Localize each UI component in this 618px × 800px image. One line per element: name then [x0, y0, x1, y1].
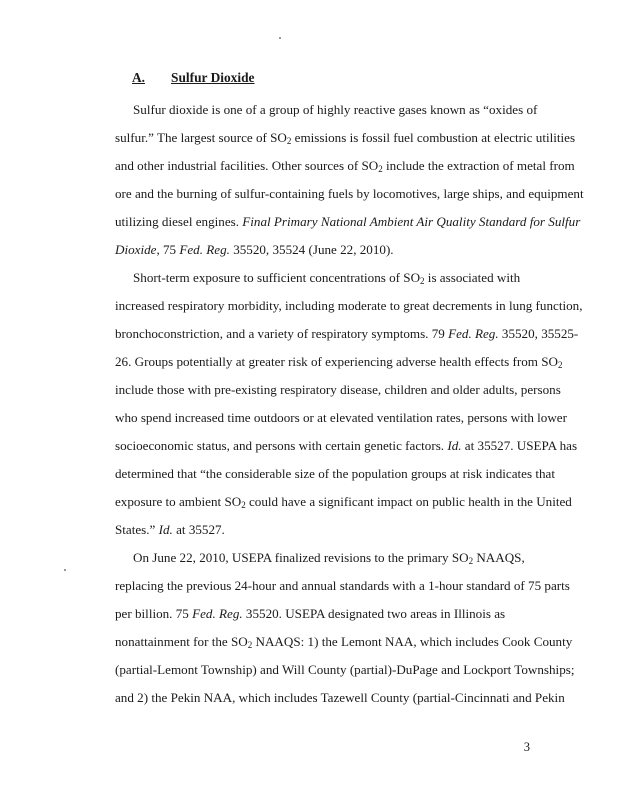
text-line: exposure to ambient $SO_2$ could have a significant impact on public health in the United — [115, 494, 572, 510]
citation: Final Primary National Ambient Air Quality Standard for Sulfur — [242, 214, 581, 229]
text-line: include those with pre-existing respiratory disease, children and older adults, persons — [115, 382, 561, 397]
scan-speck — [279, 37, 281, 39]
text-line: (partial-Lemont Township) and Will County (partial)-DuPage and Lockport Townships; — [115, 662, 575, 677]
text-line: determined that “the considerable size of the population groups at risk indicates that — [115, 466, 555, 481]
section-heading — [132, 70, 255, 86]
text-line: who spend increased time outdoors or at elevated ventilation rates, persons with lower — [115, 410, 567, 425]
text-line: and other industrial facilities. Other sources of $SO_2$ include the extraction of metal from — [115, 158, 575, 174]
text-line: Short-term exposure to sufficient concentrations of $SO_2$ is associated with — [133, 270, 521, 286]
text-line: nonattainment for the $SO_2$ NAAQS: 1) the Lemont NAA, which includes Cook County — [115, 634, 573, 650]
text-line: utilizing diesel engines. Final Primary National Ambient Air Quality Standard for Sulfur — [115, 214, 581, 229]
scan-speck — [64, 569, 66, 571]
text-line: Dioxide, 75 Fed. Reg. 35520, 35524 (June 22, 2010). — [115, 242, 394, 257]
text-line: and 2) the Pekin NAA, which includes Tazewell County (partial-Cincinnati and Pekin — [115, 690, 565, 705]
text-line: replacing the previous 24-hour and annual standards with a 1-hour standard of 75 parts — [115, 578, 570, 593]
text-line: On June 22, 2010, USEPA finalized revisions to the primary $SO_2$ NAAQS, — [133, 550, 525, 566]
text-line: socioeconomic status, and persons with certain genetic factors. Id. at 35527. USEPA has — [115, 438, 578, 453]
text-line: per billion. 75 Fed. Reg. 35520. USEPA designated two areas in Illinois as — [115, 606, 506, 621]
text-line: Sulfur dioxide is one of a group of highly reactive gases known as “oxides of — [133, 102, 538, 117]
citation: Dioxide — [115, 242, 157, 257]
section-number: A. — [132, 70, 146, 85]
text-line: 26. Groups potentially at greater risk of experiencing adverse health effects from $SO_2$ — [115, 354, 563, 370]
text-line: increased respiratory morbidity, including moderate to great decrements in lung function, — [115, 298, 583, 313]
text-line: ore and the burning of sulfur-containing fuels by locomotives, large ships, and equipment — [115, 186, 584, 201]
section-title: Sulfur Dioxide — [171, 70, 255, 85]
text-line: States.” Id. at 35527. — [115, 522, 225, 537]
page-number: 3 — [523, 740, 530, 754]
text-line: bronchoconstriction, and a variety of respiratory symptoms. 79 Fed. Reg. 35520, 35525- — [115, 326, 579, 341]
text-line: sulfur.” The largest source of $SO_2$ emissions is fossil fuel combustion at electric utilities — [115, 130, 576, 146]
